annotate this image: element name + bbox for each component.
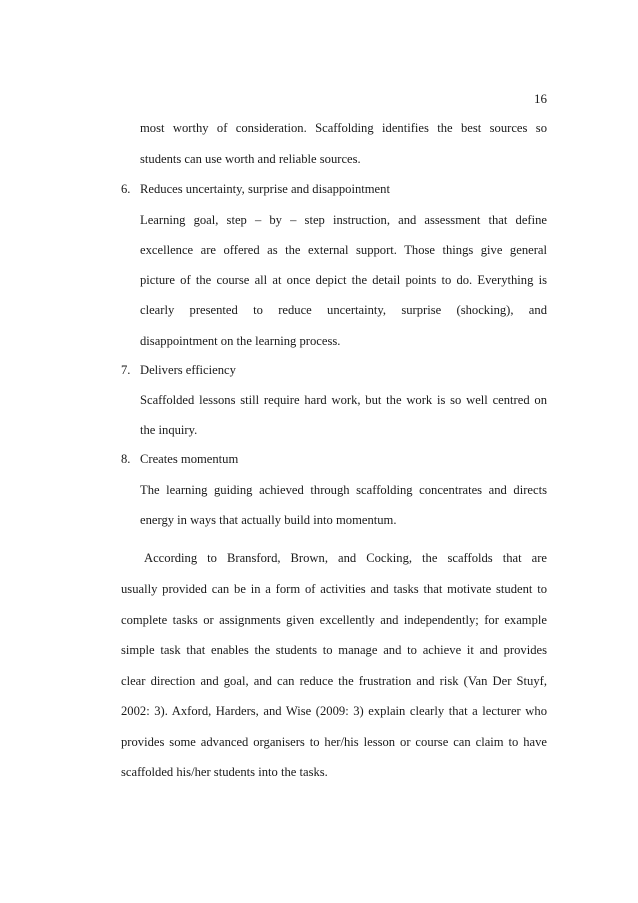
paragraph-line: clear direction and goal, and can reduce the frustration and risk (Van Der Stuyf, [121, 674, 547, 688]
list-number: 6. [121, 182, 131, 196]
list-item-line: energy in ways that actually build into momentum. [140, 513, 397, 527]
list-item-title: Reduces uncertainty, surprise and disappointment [140, 182, 390, 196]
paragraph-line: usually provided can be in a form of activities and tasks that motivate student to [121, 582, 547, 596]
page-number: 16 [534, 91, 547, 106]
paragraph-line: complete tasks or assignments given excellently and independently; for example [121, 613, 547, 627]
paragraph-line: scaffolded his/her students into the tasks. [121, 765, 328, 779]
list-item-title: Creates momentum [140, 452, 239, 466]
list-number: 8. [121, 452, 131, 466]
list-item-line: the inquiry. [140, 423, 198, 437]
continuation-line: most worthy of consideration. Scaffolding identifies the best sources so [140, 121, 547, 135]
paragraph-line: According to Bransford, Brown, and Cocking, the scaffolds that are [144, 551, 547, 565]
list-item-line: Scaffolded lessons still require hard work, but the work is so well centred on [140, 393, 547, 407]
paragraph-line: 2002: 3). Axford, Harders, and Wise (2009: 3) explain clearly that a lecturer who [121, 704, 547, 718]
list-item-title: Delivers efficiency [140, 363, 236, 377]
list-item-line: clearly presented to reduce uncertainty, surprise (shocking), and [140, 303, 547, 317]
list-item-line: disappointment on the learning process. [140, 334, 341, 348]
list-item-line: excellence are offered as the external support. Those things give general [140, 243, 547, 257]
list-number: 7. [121, 363, 131, 377]
paragraph-line: provides some advanced organisers to her/his lesson or course can claim to have [121, 735, 547, 749]
paragraph-line: simple task that enables the students to manage and to achieve it and provides [121, 643, 547, 657]
list-item-line: The learning guiding achieved through scaffolding concentrates and directs [140, 483, 547, 497]
continuation-line: students can use worth and reliable sources. [140, 152, 361, 166]
list-item-line: picture of the course all at once depict the detail points to do. Everything is [140, 273, 547, 287]
list-item-line: Learning goal, step – by – step instruction, and assessment that define [140, 213, 547, 227]
